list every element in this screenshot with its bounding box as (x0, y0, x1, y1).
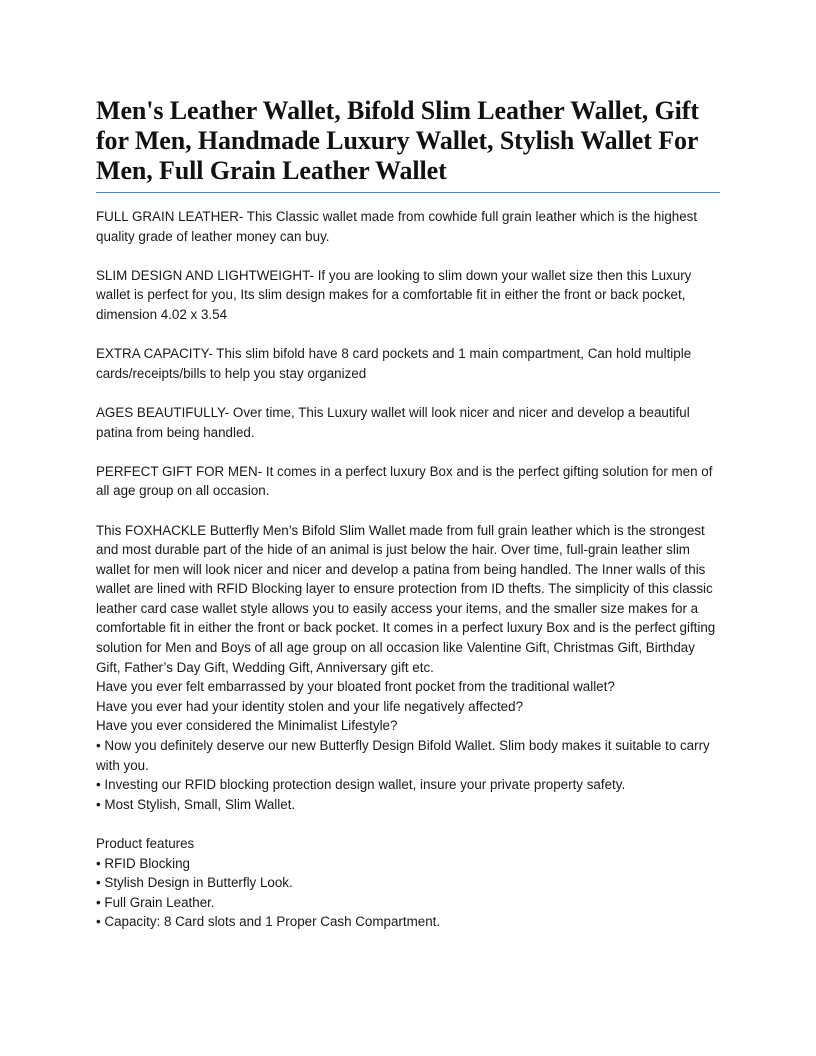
list-item: • Capacity: 8 Card slots and 1 Proper Cash Compartment. (96, 912, 720, 932)
features-heading: Product features (96, 836, 195, 851)
product-description: This FOXHACKLE Butterfly Men’s Bifold Slim Wallet made from full grain leather which is the strongest and most durable part of the hide of an animal is just below the hair. Over time, full-grain leather slim wallet for men will look nicer and nicer and develop a patina from being handled. The Inner walls of this wallet are lined with RFID Blocking layer to ensure protection from ID thefts. The simplicity of this classic leather card case wallet style allows you to easily access your items, and the smaller size makes for a comfortable fit in either the front or back pocket. It comes in a perfect luxury Box and is the perfect gifting solution for Men and Boys of all age group on all occasion like Valentine Gift, Christmas Gift, Birthday Gift, Father’s Day Gift, Wedding Gift, Anniversary gift etc. (96, 522, 716, 675)
paragraph-ages-beautifully: AGES BEAUTIFULLY- Over time, This Luxury wallet will look nicer and nicer and develop a beautiful patina from being handled. (96, 404, 690, 440)
features-list (96, 854, 720, 932)
benefits-list (96, 736, 720, 814)
document-page (96, 96, 720, 932)
paragraph-perfect-gift: PERFECT GIFT FOR MEN- It comes in a perfect luxury Box and is the perfect gifting solution for men of all age group on all occasion. (96, 463, 713, 499)
list-item: • Investing our RFID blocking protection design wallet, insure your private property safety. (96, 775, 720, 795)
list-item: • RFID Blocking (96, 854, 720, 874)
list-item: • Full Grain Leather. (96, 893, 720, 913)
document-body (96, 207, 720, 932)
question-line: Have you ever felt embarrassed by your bloated front pocket from the traditional wallet? (96, 679, 615, 695)
paragraph-extra-capacity: EXTRA CAPACITY- This slim bifold have 8 card pockets and 1 main compartment, Can hold multiple cards/receipts/bills to help you stay organized (96, 346, 692, 381)
question-line: Have you ever had your identity stolen and your life negatively affected? (96, 698, 524, 714)
spacer (96, 814, 720, 834)
paragraph-slim-design: SLIM DESIGN AND LIGHTWEIGHT- If you are looking to slim down your wallet size then this Luxury wallet is perfect for you, Its slim design makes for a comfortable fit in either the front or back pocket, dimension 4.02 x 3.54 (96, 267, 692, 322)
list-item: • Stylish Design in Butterfly Look. (96, 873, 720, 893)
paragraph-full-grain-leather: FULL GRAIN LEATHER- This Classic wallet made from cowhide full grain leather which is the highest quality grade of leather money can buy. (96, 209, 698, 244)
title-divider (96, 192, 720, 193)
list-item: • Most Stylish, Small, Slim Wallet. (96, 795, 720, 815)
question-line: Have you ever considered the Minimalist Lifestyle? (96, 718, 398, 734)
list-item: • Now you definitely deserve our new Butterfly Design Bifold Wallet. Slim body makes it suitable to carry with you. (96, 736, 720, 775)
document-title: Men's Leather Wallet, Bifold Slim Leather Wallet, Gift for Men, Handmade Luxury Wallet, Stylish Wallet For Men, Full Grain Leather Wallet (96, 96, 699, 185)
